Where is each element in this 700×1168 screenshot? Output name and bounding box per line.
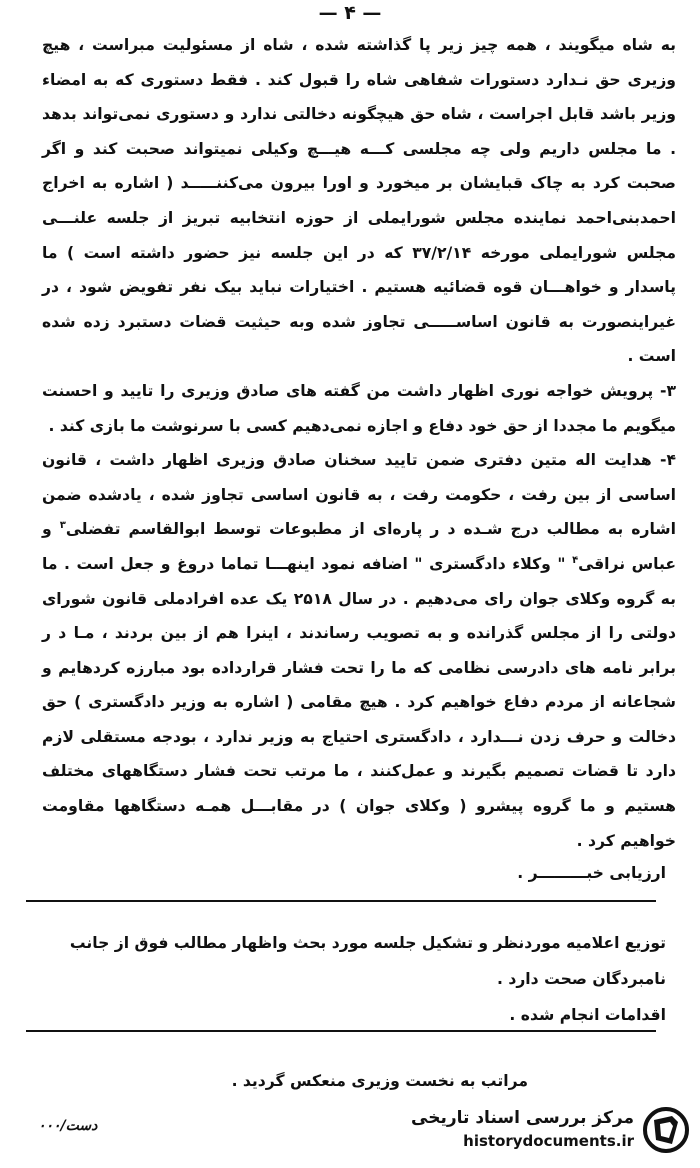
- paragraph-3: [42, 443, 676, 858]
- footnote-ref-3: ۳: [59, 520, 66, 532]
- assessment-divider: [26, 900, 656, 902]
- paragraph-3-part-a: ۴- هدایت اله متین دفتری ضمن تایید سخنان صادق وزیری اظهار داشت ، قانون اساسی از بین رفت ، حکومت رفت ، به قانون اساسی تجاوز شده ، یادشده ضمن اشاره به مطالب درج شـده د ر پاره‌ای از مطبوعات توسط ابوالقاسم تفضلی: [42, 451, 676, 539]
- archive-logo-icon: [642, 1106, 690, 1154]
- assessment-title: ارزیابی خبـــــــــر .: [517, 864, 666, 882]
- paragraph-3-part-b: و عباس نراقی: [42, 520, 676, 573]
- assessment-section: [26, 858, 666, 888]
- paragraph-2: ۳- پرویش خواجه نوری اظهار داشت من گفته های صادق وزیری را تایید و احسنت میگویم ما مجددا از حق خود دفاع و اجازه نمی‌دهیم کسی با سرنوشت ما بازی کند .: [42, 381, 676, 435]
- paragraph-1: به شاه میگویند ، همه چیز زیر پا گذاشته شده ، شاه از مسئولیت مبراست ، هیچ وزیری حق نـدارد دستورات شفاهی شاه را قبول کند . فقط دستوری که به امضاء وزیر باشد قابل اجراست ، شاه حق هیچگونه دخالتی ندارد و دستوری نمی‌تواند بدهد . ما مجلس داریم ولی چه مجلسی کـــه هیـــچ وکیلی نمیتواند صحبت کند و اگر صحبت کرد به چاک قبایشان بر میخورد و اورا بیرون می‌کننـــــد ( اشاره به اخراج احمدبنی‌احمد نماینده مجلس شورایملی از حوزه انتخابیه تبریز از جلسه علنـــی مجلس شورایملی مورخه ۳۷/۲/۱۴ که در این جلسه نیز حضور داشته است ) ما پاسدار و خواهـــان قوه قضائیه هستیم . اختیارات نباید بیک نفر تفویض شود ، در غیراینصورت به قانون اساســـــی تجاوز شده وبه حیثیت قضات دستبرد زده شده است .: [42, 36, 676, 366]
- watermark-url: historydocuments.ir: [463, 1132, 634, 1150]
- assessment-finding: توزیع اعلامیه موردنظر و تشکیل جلسه مورد بحث واظهار مطالب فوق از جانب نامبردگان صحت دارد .: [69, 934, 666, 988]
- footnote-ref-4: ۴: [572, 554, 579, 566]
- action-note: مراتب به نخست وزیری منعکس گردید .: [231, 1072, 528, 1090]
- archive-watermark: [394, 1104, 694, 1158]
- actions-divider: [26, 1030, 656, 1032]
- reference-number: دست/۰۰۰: [38, 1118, 98, 1134]
- page-number: — ۴ —: [318, 2, 382, 24]
- actions-taken-title: اقدامات انجام شده .: [509, 1006, 666, 1024]
- watermark-title: مرکز بررسی اسناد تاریخی: [411, 1108, 634, 1128]
- report-body: [42, 28, 676, 858]
- paragraph-3-part-c: " وکلاء دادگستری " اضافه نمود اینهـــا تماما دروغ و جعل است . ما به گروه وکلای جوان رای می‌دهیم . در سال ۲۵۱۸ یک عده افرادملی قانون شورای دولتی را از مجلس گذرانده و به تصویب رساندند ، اینرا هم از بین بردند ، مـا د ر برابر نامه های دادرسی نظامی که ما را تحت فشار قرارداده بود مبارزه کردهایم و شجاعانه از مردم دفاع خواهیم کرد . هیچ مقامی ( اشاره به وزیر دادگستری ) حق دخالت و حرف زدن نـــدارد ، دادگستری احتیاج به وزیر ندارد ، بودجه مستقلی لازم دارد تا قضات تصمیم بگیرند و عمل‌کنند ، ما مرتب تحت فشار دستگاههای مختلف هستیم و ما گروه پیشرو ( وکلای جوان ) در مقابـــل همـه دستگاهها مقاومت خواهیم کرد .: [42, 554, 676, 850]
